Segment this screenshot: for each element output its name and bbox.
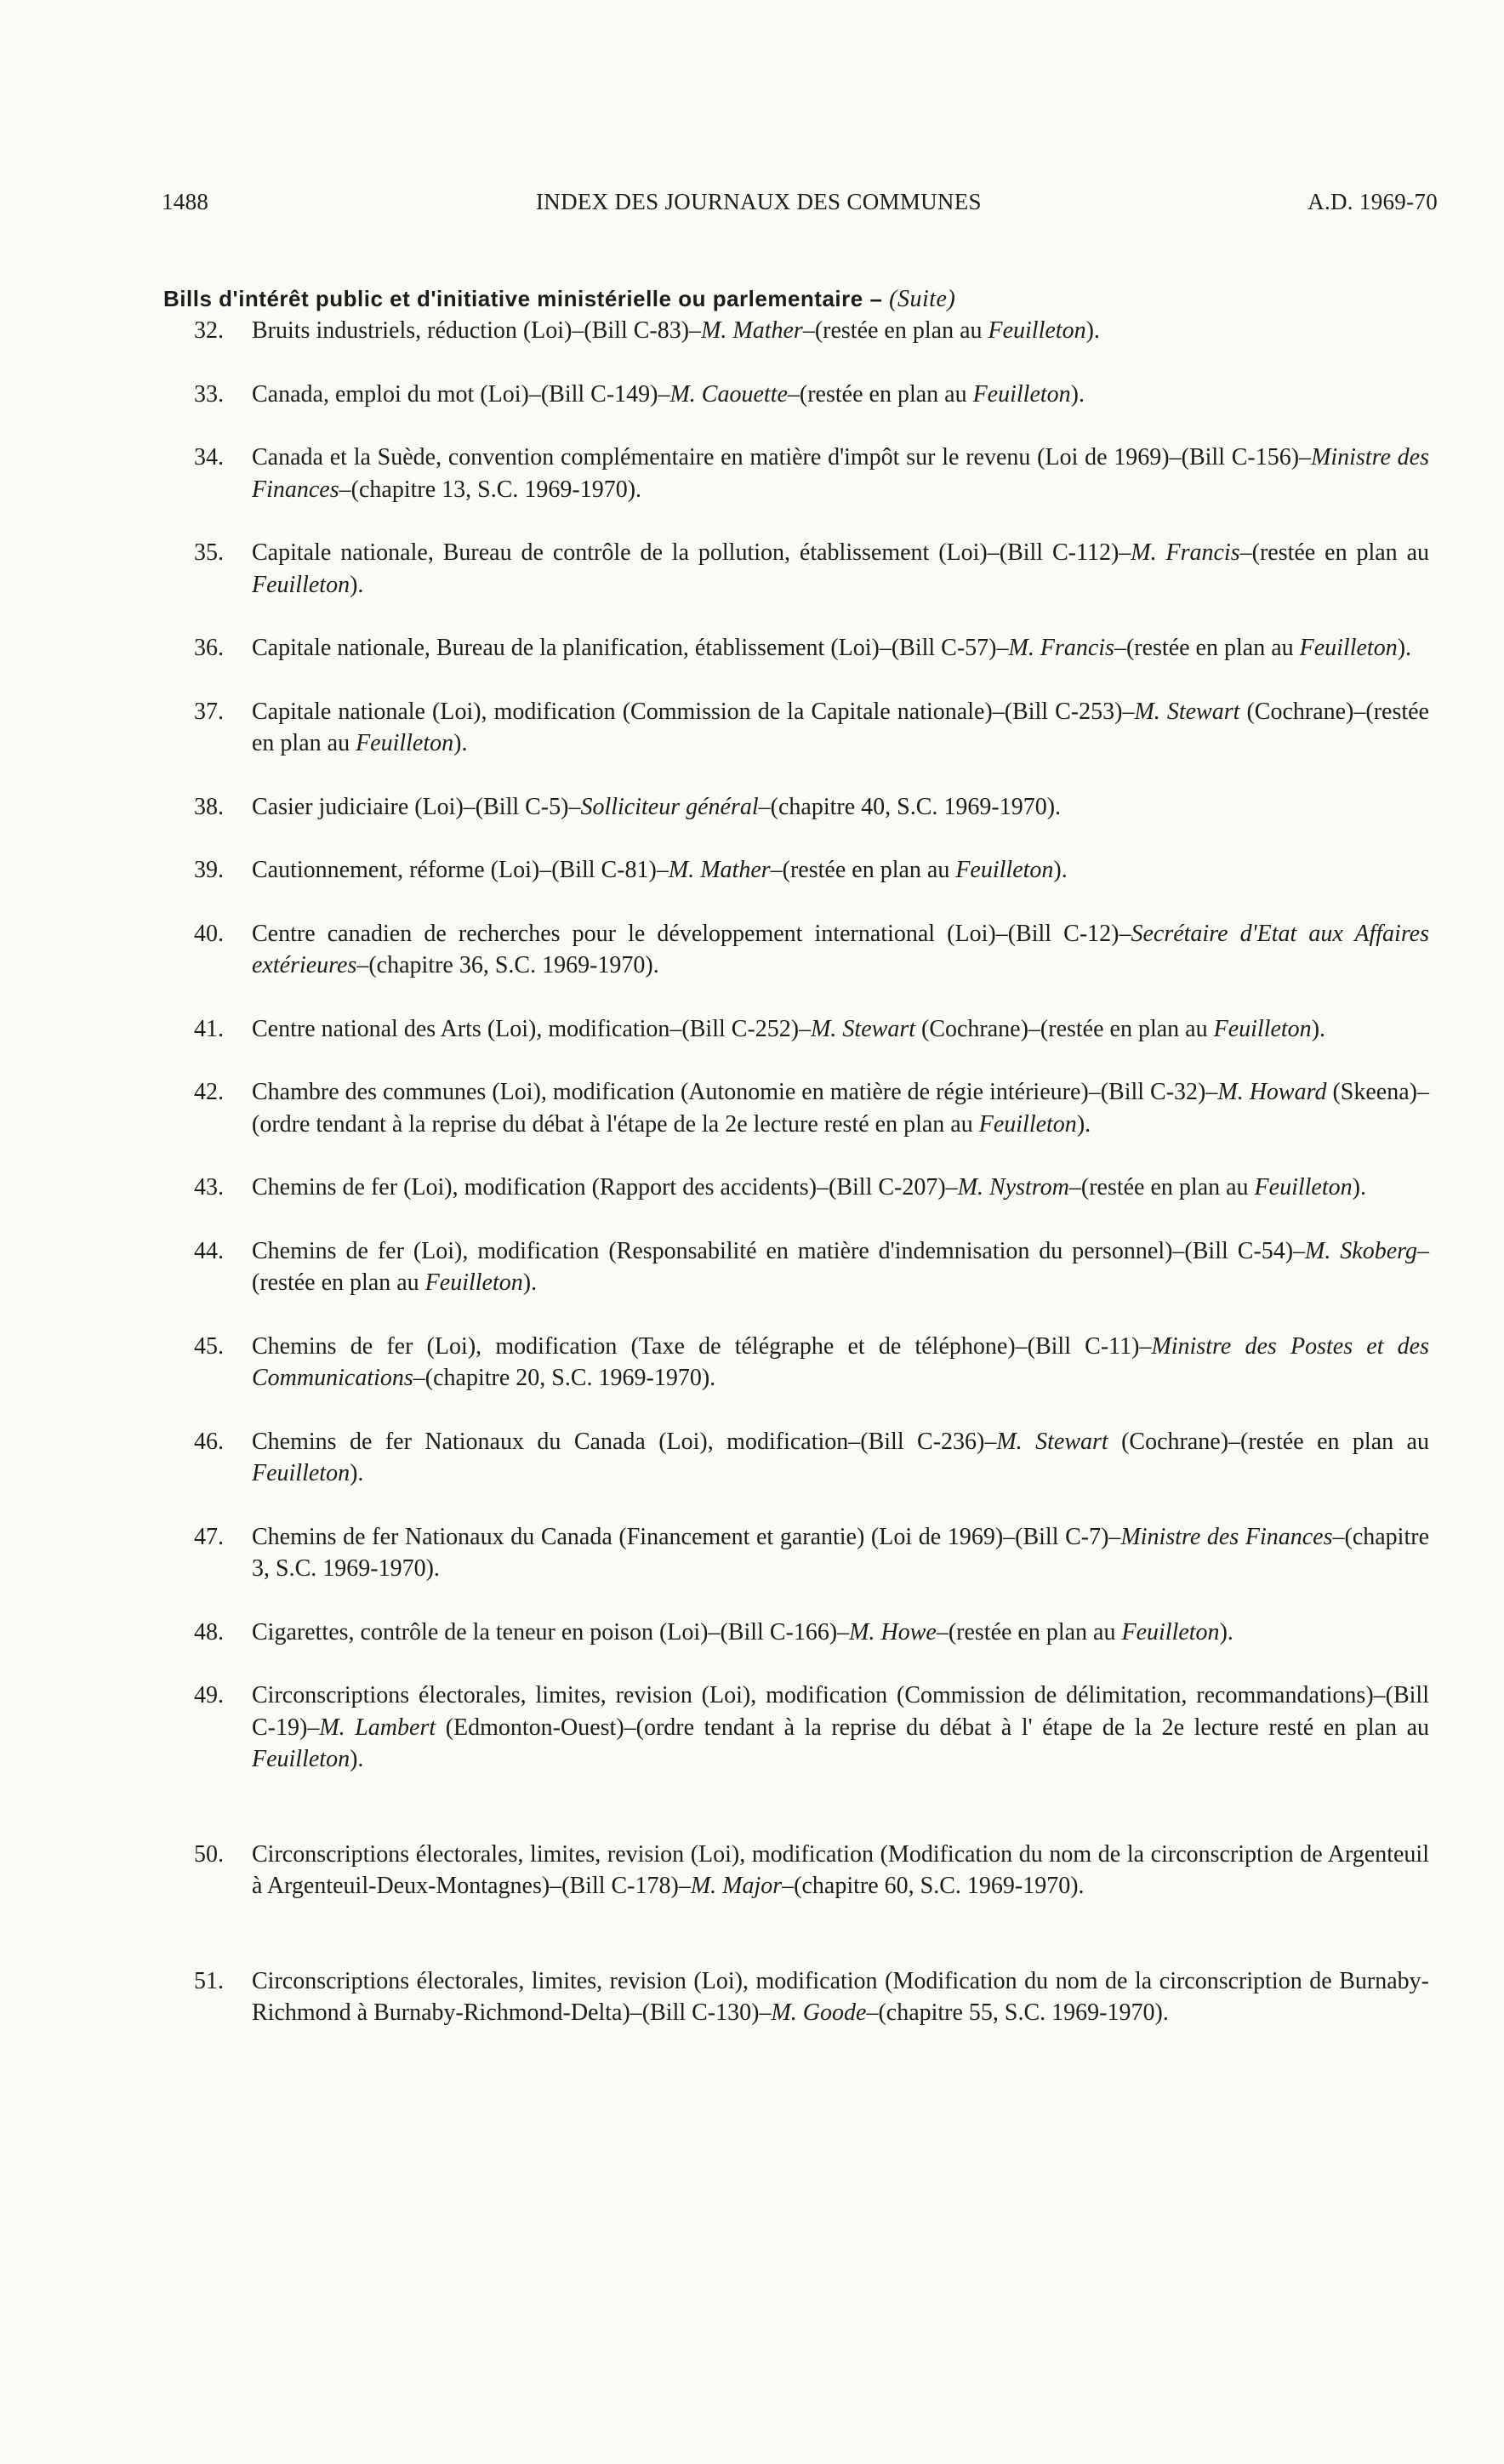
bill-entry-italic-segment: Ministre des Postes et des Communications: [252, 1332, 1429, 1391]
bill-entry-number: 47.: [194, 1523, 224, 1550]
bill-entry-text: [252, 794, 1061, 820]
bill-entry-number: 48.: [194, 1618, 224, 1646]
bill-entry: [194, 1617, 1429, 1649]
bill-entry-number: 42.: [194, 1079, 224, 1105]
bill-entry-italic-segment: Feuilleton: [1121, 1618, 1220, 1646]
bill-entry-segment: Centre national des Arts (Loi), modification–(Bill C-252)–: [252, 1015, 812, 1042]
bill-entry-italic-segment: Feuilleton: [252, 1460, 350, 1486]
bill-entry-number: 50.: [194, 1840, 224, 1868]
bill-entry-segment: ).: [1397, 635, 1412, 661]
bill-entry-segment: –(restée en plan au: [770, 857, 956, 883]
bill-entry-segment: ).: [1219, 1618, 1233, 1646]
bill-entry-segment: –(chapitre 40, S.C. 1969-1970).: [758, 793, 1062, 820]
bill-entry-segment: ).: [350, 1746, 364, 1772]
bill-entry-text: [252, 1841, 1429, 1900]
bill-entry-number: 45.: [194, 1332, 224, 1360]
bill-entry-segment: –(restée en plan au: [802, 317, 988, 344]
bill-entry-text: [252, 444, 1429, 503]
bill-entry-segment: (Edmonton-Ouest)–(ordre tendant à la reprise du débat à l' étape de la 2e lecture resté en plan au: [436, 1714, 1429, 1741]
bill-entry-segment: Chemins de fer Nationaux du Canada (Loi), modification–(Bill C-236)–: [252, 1428, 997, 1455]
bill-entry-number: 34.: [194, 444, 224, 471]
bill-entry-segment: Bruits industriels, réduction (Loi)–(Bill C-83)–: [252, 317, 702, 344]
bill-entry-italic-segment: M. Major: [690, 1873, 783, 1899]
bill-entry: [194, 315, 1429, 347]
bill-entry-italic-segment: Feuilleton: [972, 380, 1071, 408]
bill-entry-segment: –(chapitre 20, S.C. 1969-1970).: [413, 1365, 716, 1391]
bill-entry-segment: ).: [1076, 1110, 1091, 1138]
bill-entry: [194, 1013, 1429, 1046]
bill-entry-segment: ).: [1053, 857, 1068, 883]
running-header: [162, 189, 1438, 223]
bill-entry-segment: Cigarettes, contrôle de la teneur en poison (Loi)–(Bill C-166)–: [252, 1618, 850, 1646]
bill-entry-segment: ).: [1070, 380, 1085, 408]
bill-entry-segment: Cautionnement, réforme (Loi)–(Bill C-81)–: [252, 857, 669, 883]
bill-entry-text: [252, 1524, 1429, 1583]
bill-entry: [194, 696, 1429, 760]
bill-entry: [194, 442, 1429, 505]
bill-entry-text: [252, 1079, 1429, 1138]
bill-entry-segment: (Cochrane)–(restée en plan au: [915, 1015, 1214, 1042]
bill-entry-number: 41.: [194, 1015, 224, 1042]
bill-entry-italic-segment: Feuilleton: [252, 571, 350, 598]
bill-entry-italic-segment: Secrétaire d'Etat aux Affaires extérieures: [252, 920, 1430, 978]
bill-entry-text: [252, 1682, 1429, 1772]
bill-entry-italic-segment: M. Howard: [1217, 1079, 1327, 1105]
bill-entry-italic-segment: M. Mather: [668, 857, 771, 883]
bill-entry-segment: ).: [1352, 1174, 1366, 1201]
bill-entry-segment: –(chapitre 60, S.C. 1969-1970).: [782, 1873, 1085, 1899]
bill-entry: [194, 1680, 1429, 1776]
bill-entry-text: [252, 1238, 1429, 1297]
bill-entry-number: 37.: [194, 698, 224, 725]
bill-entry: [194, 1426, 1429, 1490]
bill-entry-italic-segment: M. Mather: [701, 317, 803, 344]
bill-entry-segment: Canada, emploi du mot (Loi)–(Bill C-149)–: [252, 380, 670, 408]
bill-entry: [194, 537, 1429, 601]
bill-entry-segment: Chemins de fer (Loi), modification (Rapport des accidents)–(Bill C-207)–: [252, 1174, 958, 1201]
bill-entry-segment: –(restée en plan au: [787, 380, 973, 408]
bill-entry-text: [252, 1333, 1429, 1392]
page-number: 1488: [162, 189, 209, 214]
bill-entry-text: [252, 317, 1100, 344]
section-heading-text: Bills d'intérêt public et d'initiative ministérielle ou parlementaire –: [163, 286, 890, 311]
bill-entry: [194, 918, 1429, 982]
bill-entry-segment: –(chapitre 36, S.C. 1969-1970).: [356, 952, 659, 978]
bill-entry-italic-segment: M. Francis: [1131, 539, 1240, 566]
bill-entry: [194, 1235, 1429, 1299]
bill-entry-segment: Capitale nationale (Loi), modification (Commission de la Capitale nationale)–(Bill C-253)–: [252, 698, 1135, 725]
bill-entry-segment: Casier judiciaire (Loi)–(Bill C-5)–: [252, 793, 581, 820]
bill-entry-italic-segment: Ministre des Finances: [252, 444, 1429, 503]
bill-entry-segment: Chemins de fer (Loi), modification (Responsabilité en matière d'indemnisation du personnel)–(Bill C-54)–: [252, 1237, 1306, 1264]
bill-entry-text: [252, 1619, 1233, 1646]
bill-entry: [194, 1172, 1429, 1204]
bill-entry: [194, 1521, 1429, 1585]
year-range: A.D. 1969-70: [1307, 189, 1438, 214]
bill-entry: [194, 1839, 1429, 1902]
bill-entry-italic-segment: M. Stewart: [996, 1428, 1108, 1455]
bill-entry: [194, 1076, 1429, 1140]
bill-entry-list: [194, 315, 1429, 2061]
bill-entry-italic-segment: M. Goode: [771, 1999, 867, 2026]
bill-entry-number: 46.: [194, 1428, 224, 1455]
bill-entry-italic-segment: M. Lambert: [319, 1714, 436, 1741]
bill-entry-segment: (Cochrane)–(restée en plan au: [1108, 1428, 1429, 1455]
bill-entry: [194, 791, 1429, 824]
bill-entry-segment: –(restée en plan au: [1114, 635, 1300, 661]
bill-entry-italic-segment: Solliciteur général: [580, 793, 759, 820]
bill-entry-segment: –(restée en plan au: [1068, 1174, 1255, 1201]
bill-entry-italic-segment: M. Howe: [849, 1618, 937, 1646]
bill-entry-italic-segment: Feuilleton: [356, 730, 454, 756]
bill-entry-text: [252, 1429, 1429, 1487]
bill-entry-text: [252, 381, 1085, 408]
bill-entry-segment: –(chapitre 3, S.C. 1969-1970).: [252, 1523, 1429, 1582]
bill-entry-number: 32.: [194, 317, 224, 344]
bill-entry-segment: Canada et la Suède, convention complémentaire en matière d'impôt sur le revenu (Loi de 1969)–(Bill C-156)–: [252, 444, 1312, 471]
bill-entry: [194, 1965, 1429, 2029]
bill-entry-segment: –(restée en plan au: [252, 1237, 1429, 1296]
bill-entry-segment: Circonscriptions électorales, limites, revision (Loi), modification (Modification du nom de la circonscription de Argenteuil à Argenteuil-Deux-Montagnes)–(Bill C-178)–: [252, 1840, 1429, 1899]
bill-entry-segment: ).: [522, 1269, 538, 1296]
bill-entry-number: 40.: [194, 920, 224, 947]
bill-entry-text: [252, 1968, 1429, 2027]
bill-entry-italic-segment: Feuilleton: [1213, 1015, 1312, 1042]
bill-entry-italic-segment: M. Nystrom: [957, 1174, 1069, 1201]
bill-entry-segment: ).: [350, 571, 364, 598]
bill-entry-number: 44.: [194, 1237, 224, 1264]
bill-entry-italic-segment: Feuilleton: [1254, 1174, 1353, 1201]
bill-entry-text: [252, 699, 1429, 757]
bill-entry-number: 33.: [194, 380, 224, 408]
bill-entry-segment: Chemins de fer Nationaux du Canada (Financement et garantie) (Loi de 1969)–(Bill C-7)–: [252, 1523, 1121, 1550]
bill-entry-number: 39.: [194, 857, 224, 883]
section-suite: (Suite): [889, 286, 956, 312]
bill-entry-italic-segment: Feuilleton: [988, 317, 1086, 344]
bill-entry: [194, 1331, 1429, 1395]
bill-entry-segment: Chambre des communes (Loi), modification (Autonomie en matière de régie intérieure)–(Bill C-32)–: [252, 1079, 1218, 1105]
bill-entry-italic-segment: M. Skoberg: [1305, 1237, 1417, 1264]
journal-title: INDEX DES JOURNAUX DES COMMUNES: [536, 189, 982, 214]
bill-entry-number: 35.: [194, 539, 224, 566]
bill-entry-italic-segment: Feuilleton: [978, 1110, 1077, 1138]
bill-entry: [194, 854, 1429, 887]
bill-entry-segment: Capitale nationale, Bureau de la planification, établissement (Loi)–(Bill C-57)–: [252, 635, 1009, 661]
bill-entry-text: [252, 539, 1429, 598]
bill-entry-italic-segment: Feuilleton: [955, 857, 1054, 883]
bill-entry-segment: –(restée en plan au: [936, 1618, 1122, 1646]
bill-entry-number: 49.: [194, 1682, 224, 1708]
bill-entry: [194, 632, 1429, 664]
bill-entry-text: [252, 1016, 1325, 1042]
bill-entry-segment: Circonscriptions électorales, limites, revision (Loi), modification (Commission de délimitation, recommandations)–(Bill C-19)–: [252, 1682, 1429, 1741]
bill-entry-italic-segment: M. Stewart: [1134, 698, 1240, 725]
section-heading: [163, 286, 1397, 313]
bill-entry-segment: ).: [453, 730, 468, 756]
bill-entry-segment: ).: [1311, 1015, 1326, 1042]
bill-entry-segment: Capitale nationale, Bureau de contrôle de la pollution, établissement (Loi)–(Bill C-112)–: [252, 539, 1131, 566]
bill-entry-segment: (Cochrane)–(restée en plan au: [252, 698, 1429, 756]
bill-entry-italic-segment: M. Francis: [1008, 635, 1114, 661]
bill-entry-text: [252, 857, 1068, 883]
bill-entry-segment: Circonscriptions électorales, limites, revision (Loi), modification (Modification du nom de la circonscription de Burnaby-Richmond à Burnaby-Richmond-Delta)–(Bill C-130)–: [252, 1967, 1429, 2026]
bill-entry-italic-segment: Feuilleton: [252, 1746, 350, 1772]
bill-entry-italic-segment: Ministre des Finances: [1120, 1523, 1333, 1550]
bill-entry-segment: Centre canadien de recherches pour le développement international (Loi)–(Bill C-12)–: [252, 920, 1131, 947]
bill-entry-italic-segment: Feuilleton: [424, 1269, 523, 1296]
bill-entry: [194, 379, 1429, 411]
bill-entry-number: 43.: [194, 1174, 224, 1201]
bill-entry-text: [252, 1174, 1366, 1201]
bill-entry-italic-segment: M. Stewart: [811, 1015, 915, 1042]
bill-entry-segment: (Skeena)–(ordre tendant à la reprise du débat à l'étape de la 2e lecture resté en plan au: [252, 1079, 1429, 1138]
bill-entry-text: [252, 921, 1429, 979]
bill-entry-segment: –(chapitre 13, S.C. 1969-1970).: [339, 476, 642, 503]
bill-entry-number: 38.: [194, 793, 224, 820]
bill-entry-number: 51.: [194, 1967, 224, 1994]
bill-entry-segment: –(chapitre 55, S.C. 1969-1970).: [866, 1999, 1169, 2026]
bill-entry-italic-segment: M. Caouette: [669, 380, 788, 408]
bill-entry-number: 36.: [194, 635, 224, 661]
bill-entry-segment: ).: [350, 1460, 364, 1486]
bill-entry-segment: Chemins de fer (Loi), modification (Taxe de télégraphe et de téléphone)–(Bill C-11)–: [252, 1332, 1152, 1360]
bill-entry-segment: –(restée en plan au: [1239, 539, 1430, 566]
bill-entry-segment: ).: [1085, 317, 1100, 344]
bill-entry-text: [252, 635, 1411, 661]
bill-entry-italic-segment: Feuilleton: [1299, 635, 1398, 661]
